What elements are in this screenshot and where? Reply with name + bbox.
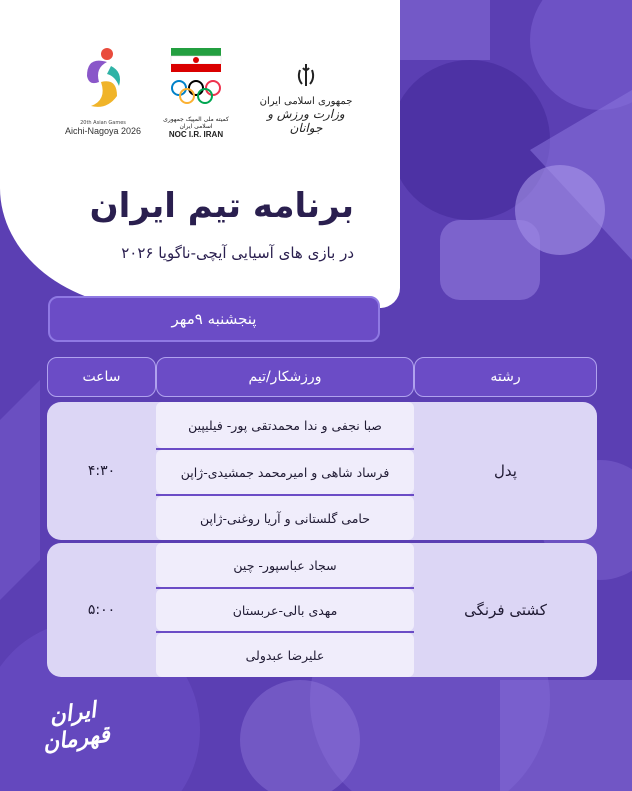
noc-caption-fa: کمیته ملی المپیک جمهوری اسلامی ایران — [163, 116, 229, 130]
time-cell: ۴:۳۰ — [87, 463, 116, 479]
ministry-logo — [256, 62, 356, 142]
date-bar: پنجشنبه ۹مهر — [48, 296, 380, 342]
games-caption-small: 20th Asian Games — [80, 120, 126, 126]
sport-cell: پدل — [494, 462, 517, 480]
page-subtitle: در بازی های آسیایی آیچی-ناگویا ۲۰۲۶ — [121, 244, 354, 262]
ministry-line1: جمهوری اسلامی ایران — [259, 96, 353, 107]
time-cell: ۵:۰۰ — [87, 602, 116, 618]
athlete-cell: صبا نجفی و ندا محمدتقی پور- فیلیپین — [156, 402, 414, 448]
athlete-cell: حامی گلستانی و آریا روغنی-ژاپن — [156, 496, 414, 540]
header-athlete: ورزشکار/تیم — [156, 357, 414, 397]
games-caption: Aichi-Nagoya 2026 — [64, 126, 142, 136]
iran-emblem-icon — [293, 62, 319, 88]
page-title: برنامه تیم ایران — [89, 186, 354, 226]
header-time: ساعت — [47, 357, 156, 397]
asian-games-logo — [58, 46, 148, 146]
athlete-cell: علیرضا عبدولی — [156, 633, 414, 677]
athlete-cell: مهدی بالی-عربستان — [156, 589, 414, 631]
table-row-group — [47, 543, 597, 677]
table-row-group — [47, 402, 597, 540]
noc-iran-logo — [163, 46, 229, 146]
ministry-line2: وزارت ورزش و جوانان — [267, 107, 345, 135]
sport-cell: کشتی فرنگی — [464, 601, 547, 619]
header-sport: رشته — [414, 357, 597, 397]
athlete-cell: فرساد شاهی و امیرمحمد جمشیدی-ژاپن — [156, 450, 414, 494]
athlete-cell: سجاد عباسپور- چین — [156, 543, 414, 587]
iran-ghahreman-logo: ایران قهرمان — [41, 697, 112, 757]
noc-caption: NOC I.R. IRAN — [168, 130, 224, 139]
asian-games-emblem-icon — [77, 46, 129, 114]
noc-flag-rings-icon — [167, 46, 225, 110]
table-header — [47, 357, 597, 397]
